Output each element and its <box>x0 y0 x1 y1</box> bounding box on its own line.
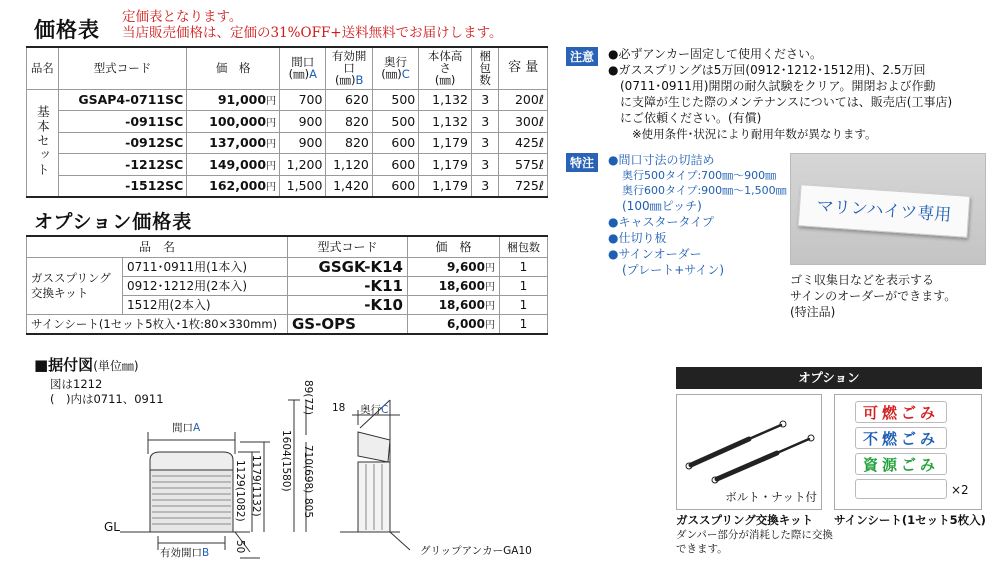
gas-spring-photo <box>676 394 822 510</box>
caution-text: ●必ずアンカー固定して使用ください。 ●ガススプリングは5万回(0912･1212･1512用)、2.5万回 (0711･0911用)開閉の耐久試験をクリア。開閉および作動 に支障が生じた際のメンテナンスについては、販売店(工事店) にご依頼ください。(有償) ※使用条件･状況により耐用年数が異なります。 <box>608 47 953 141</box>
install-note-1: 図は1212 <box>50 377 103 391</box>
sign-sheet-name: サインシート(1セット5枚入･1枚:80×330mm) <box>27 314 288 334</box>
table-row <box>27 257 548 276</box>
dim-width: 間口A <box>172 422 201 434</box>
table-row <box>27 132 548 154</box>
col-pack: 梱包 数 <box>471 47 498 89</box>
opt-pack: 1 <box>500 276 548 295</box>
opt-col-name: 品 名 <box>27 236 288 257</box>
opt-sub: 0912･1212用(2本入) <box>123 276 288 295</box>
row-height: 1,179 <box>419 175 472 197</box>
opt-price: 18,600円 <box>408 295 500 314</box>
row-effective: 820 <box>326 132 372 154</box>
row-capacity: 425ℓ <box>499 132 548 154</box>
row-price: 162,000円 <box>187 175 280 197</box>
row-depth: 600 <box>372 154 418 176</box>
row-code: GSAP4-0711SC <box>58 89 187 111</box>
opt-price: 9,600円 <box>408 257 500 276</box>
col-width: 間口 (㎜)A <box>280 47 326 89</box>
row-depth: 600 <box>372 132 418 154</box>
group-label: 基本セット <box>27 89 59 197</box>
gl-label: GL <box>104 520 120 534</box>
opt-pack: 1 <box>500 295 548 314</box>
row-price: 91,000円 <box>187 89 280 111</box>
special-tag: 特注 <box>566 153 598 172</box>
kit-title: ガススプリング交換キット <box>676 513 814 527</box>
row-effective: 1,120 <box>326 154 372 176</box>
row-effective: 820 <box>326 111 372 133</box>
opt-price: 18,600円 <box>408 276 500 295</box>
sign-sample: 資源ごみ <box>855 453 947 475</box>
row-code: -1212SC <box>58 154 187 176</box>
row-height: 1,179 <box>419 132 472 154</box>
row-effective: 620 <box>326 89 372 111</box>
row-pack: 3 <box>471 132 498 154</box>
dim-18: 18 <box>332 402 346 414</box>
sign-sheet-code: GS-OPS <box>288 314 408 334</box>
special-caption: ゴミ収集日などを表示する サインのオーダーができます。 (特注品) <box>790 273 957 319</box>
row-effective: 1,420 <box>326 175 372 197</box>
opt-col-pack: 梱包数 <box>500 236 548 257</box>
row-depth: 500 <box>372 111 418 133</box>
table-row <box>27 314 548 334</box>
col-effective: 有効開口 (㎜)B <box>326 47 372 89</box>
bolt-label: ボルト・ナット付 <box>725 490 817 504</box>
install-heading: ■据付図(単位㎜) <box>34 356 139 374</box>
special-list: ●間口寸法の切詰め 奥行500タイプ:700㎜～900㎜ 奥行600タイプ:900㎜～1,500㎜ (100㎜ピッチ) ●キャスタータイプ ●仕切り板 ●サインオーダー (プレート+サイン) <box>608 153 787 277</box>
opt-code: -K11 <box>288 276 408 295</box>
dim-depth: 奥行C <box>360 404 389 416</box>
table-row <box>27 89 548 111</box>
row-price: 137,000円 <box>187 132 280 154</box>
row-width: 1,500 <box>280 175 326 197</box>
row-depth: 500 <box>372 89 418 111</box>
row-capacity: 725ℓ <box>499 175 548 197</box>
opt-col-price: 価 格 <box>408 236 500 257</box>
dim-1604: 1604(1580) <box>280 430 292 492</box>
col-price: 価 格 <box>187 47 280 89</box>
sign-sheet-caption: サインシート(1セット5枚入) <box>834 513 986 527</box>
row-capacity: 575ℓ <box>499 154 548 176</box>
gas-spring-label: ガススプリング 交換キット <box>27 257 123 314</box>
row-height: 1,132 <box>419 111 472 133</box>
row-depth: 600 <box>372 175 418 197</box>
anchor-label: グリップアンカーGA10 <box>420 545 532 557</box>
opt-pack: 1 <box>500 257 548 276</box>
row-code: -1512SC <box>58 175 187 197</box>
col-height: 本体高さ (㎜) <box>419 47 472 89</box>
opt-sub: 1512用(2本入) <box>123 295 288 314</box>
price-table <box>26 46 548 198</box>
col-capacity: 容 量 <box>499 47 548 89</box>
option-bar: オプション <box>676 367 982 389</box>
col-code: 型式コード <box>58 47 187 89</box>
row-pack: 3 <box>471 154 498 176</box>
dim-50: 50 <box>234 540 246 554</box>
row-code: -0912SC <box>58 132 187 154</box>
sign-sheet-price: 6,000円 <box>408 314 500 334</box>
table-row <box>27 175 548 197</box>
row-code: -0911SC <box>58 111 187 133</box>
col-name: 品名 <box>27 47 59 89</box>
notice-line-1: 定価表となります。 <box>122 9 243 25</box>
price-table-title: 価格表 <box>34 18 100 42</box>
opt-col-code: 型式コード <box>288 236 408 257</box>
row-width: 700 <box>280 89 326 111</box>
sign-sample: 可燃ごみ <box>855 401 947 423</box>
opt-code: -K10 <box>288 295 408 314</box>
row-pack: 3 <box>471 89 498 111</box>
col-depth: 奥行 (㎜)C <box>372 47 418 89</box>
row-pack: 3 <box>471 111 498 133</box>
blank-sign <box>855 479 947 499</box>
opt-code: GSGK-K14 <box>288 257 408 276</box>
row-capacity: 200ℓ <box>499 89 548 111</box>
row-width: 900 <box>280 111 326 133</box>
sign-plate: マリンハイツ専用 <box>798 184 971 238</box>
sign-plate-photo <box>790 153 986 265</box>
row-height: 1,132 <box>419 89 472 111</box>
dim-89: 89(77) <box>302 380 314 415</box>
row-capacity: 300ℓ <box>499 111 548 133</box>
row-height: 1,179 <box>419 154 472 176</box>
install-note-2: ( )内は0711、0911 <box>50 392 164 406</box>
gas-spring-icon <box>677 395 823 495</box>
row-width: 1,200 <box>280 154 326 176</box>
kit-desc: ダンパー部分が消耗した際に交換 できます。 <box>676 529 833 555</box>
times-two: ×2 <box>951 483 969 497</box>
dim-1129: 1129(1082) <box>234 460 246 522</box>
row-price: 149,000円 <box>187 154 280 176</box>
option-table-title: オプション価格表 <box>34 211 193 233</box>
dim-effective: 有効開口B <box>160 547 210 559</box>
dim-710: 710(698) <box>302 445 314 494</box>
option-table <box>26 235 548 335</box>
table-row <box>27 154 548 176</box>
caution-tag: 注意 <box>566 47 598 66</box>
sign-sheet-pack: 1 <box>500 314 548 334</box>
row-price: 100,000円 <box>187 111 280 133</box>
row-width: 900 <box>280 132 326 154</box>
row-pack: 3 <box>471 175 498 197</box>
dim-1179: 1179(1132) <box>250 455 262 517</box>
sign-sample: 不燃ごみ <box>855 427 947 449</box>
notice-line-2: 当店販売価格は、定価の31%OFF+送料無料でお届けします。 <box>122 25 503 41</box>
dim-805: 805 <box>302 498 314 519</box>
opt-sub: 0711･0911用(1本入) <box>123 257 288 276</box>
table-row <box>27 111 548 133</box>
sign-sheet-photo <box>834 394 982 510</box>
